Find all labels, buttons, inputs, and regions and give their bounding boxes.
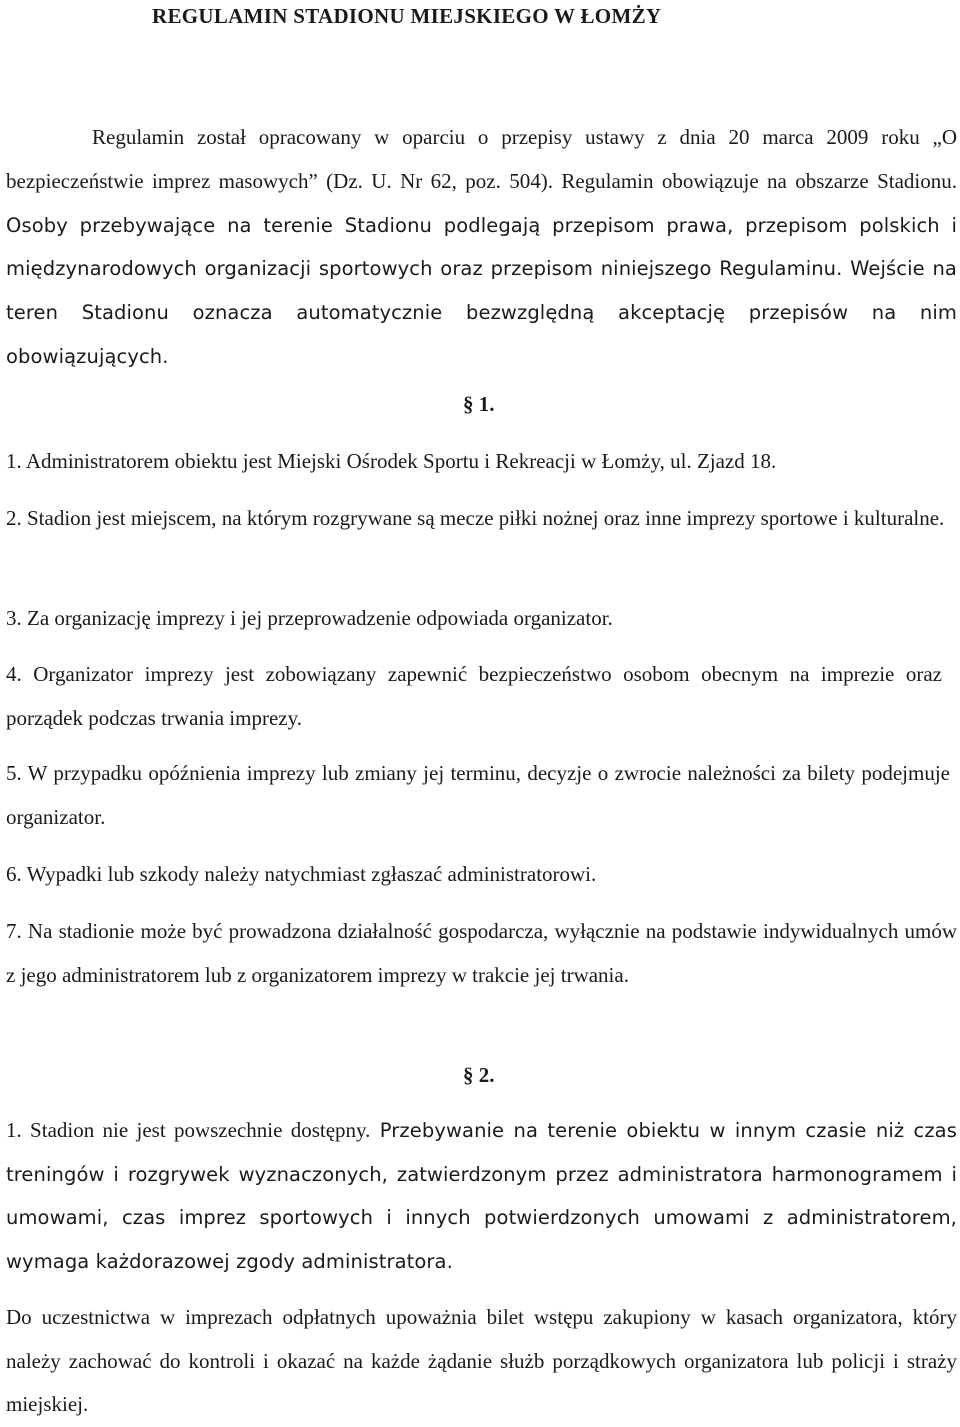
section-1-item-2: 2. Stadion jest miejscem, na którym rozgrywane są mecze piłki nożnej oraz inne imprezy sportowe i kulturalne. [6, 506, 945, 530]
section-2-paragraph-1-rest: Przebywanie na terenie obiektu w innym czasie niż czas treningów i rozgrywek wyznaczonych, zatwierdzonym przez administratora harmonogramem i umowami, czas imprez sportowych i innych potwierdzonych umowami z administratorem, wymaga każdorazowej zgody administratora. [6, 1119, 957, 1273]
section-1-item-4: 4. Organizator imprezy jest zobowiązany zapewnić bezpieczeństwo osobom obecnym na imprezie oraz porządek podczas trwania imprezy. [6, 662, 942, 730]
section-2-heading: § 2. [463, 1063, 495, 1087]
section-1-item-5: 5. W przypadku opóźnienia imprezy lub zmiany jej terminu, decyzje o zwrocie należności za bilety podejmuje organizator. [6, 761, 950, 829]
intro-sentence-acceptance: Wejście na teren Stadionu oznacza automatycznie bezwzględną akceptację przepisów na nim obowiązujących. [6, 257, 957, 368]
section-2-paragraph-1-lead: 1. Stadion nie jest powszechnie dostępny. [6, 1118, 371, 1142]
section-1-item-1: 1. Administratorem obiektu jest Miejski Ośrodek Sportu i Rekreacji w Łomży, ul. Zjazd 18. [6, 449, 777, 473]
section-2-paragraph-2: Do uczestnictwa w imprezach odpłatnych upoważnia bilet wstępu zakupiony w kasach organizatora, który należy zachować do kontroli i okazać na każde żądanie służb porządkowych organizatora lub policji i straży miejskiej. [6, 1305, 957, 1416]
section-1-item-3: 3. Za organizację imprezy i jej przeprowadzenie odpowiada organizator. [6, 606, 613, 630]
document-title: REGULAMIN STADIONU MIEJSKIEGO W ŁOMŻY [152, 4, 662, 28]
section-2-paragraph-1 [6, 1109, 957, 1283]
section-1-item-6: 6. Wypadki lub szkody należy natychmiast zgłaszać administratorowi. [6, 862, 597, 886]
section-1-heading: § 1. [463, 392, 495, 416]
section-1-item-7: 7. Na stadionie może być prowadzona działalność gospodarcza, wyłącznie na podstawie indywidualnych umów z jego administratorem lub z organizatorem imprezy w trakcie jej trwania. [6, 919, 957, 987]
intro-paragraph [6, 116, 957, 379]
intro-sentence-applicable-law: Osoby przebywające na terenie Stadionu podlegają przepisom prawa, przepisom polskich i międzynarodowych organizacji sportowych oraz przepisom niniejszego Regulaminu. [6, 213, 957, 281]
intro-sentence-legal-basis: Regulamin został opracowany w oparciu o przepisy ustawy z dnia 20 marca 2009 roku „O bezpieczeństwie imprez masowych” (Dz. U. Nr 62, poz. 504). Regulamin obowiązuje na obszarze Stadionu. [6, 125, 957, 193]
